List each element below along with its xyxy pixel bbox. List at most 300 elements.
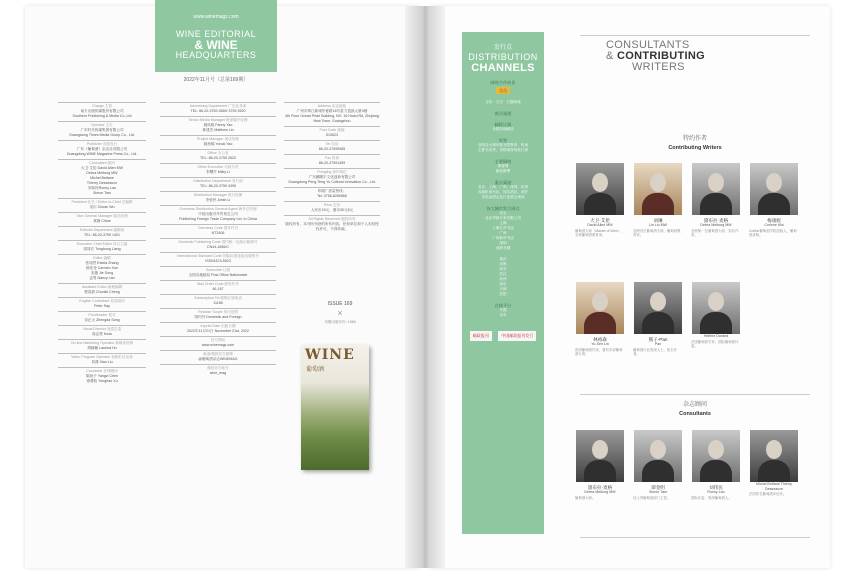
masthead-label: Fax 传真	[324, 156, 340, 160]
masthead-value: CN44-1656/C	[207, 245, 229, 249]
masthead-label: Vice General Manager 副总经理	[76, 214, 128, 218]
masthead-value: www.winemagz.com	[201, 343, 235, 347]
masthead-value: TEL: 86-20-3759 1401	[84, 233, 120, 237]
masthead-section	[160, 294, 276, 306]
portrait-head	[766, 173, 782, 192]
distribution-item-line: 天猫	[499, 308, 507, 312]
masthead-section	[58, 159, 146, 196]
contributing-writers-en: Contributing Writers	[668, 145, 722, 151]
portrait-photo	[692, 163, 740, 215]
section-rule	[580, 394, 810, 395]
distribution-item-head: 网络合作伙伴	[490, 80, 516, 85]
masthead-label: Senior Media Manager 资深媒介经理	[188, 118, 248, 122]
masthead-section	[160, 205, 276, 222]
masthead-value: 86-20-37591459	[318, 161, 346, 165]
person-card	[691, 163, 741, 238]
distribution-item-head: 重点渠道	[494, 180, 512, 185]
masthead-value: 李爱民 Aimin Li	[205, 198, 231, 202]
masthead-value: 广州市珠江新城华夏路16号富力盈凯大厦4楼	[296, 109, 368, 113]
distribution-item	[462, 138, 544, 153]
masthead-section	[58, 140, 146, 157]
person-description: 葡萄酒行业资深人士，知名作者。	[633, 347, 678, 357]
person-name-en: Simon Tam	[649, 490, 667, 494]
person-description: Colline葡萄酒学院创始人，葡萄酒讲师。	[749, 228, 797, 238]
portrait-body	[584, 460, 616, 482]
person-name-en: David Allen MW	[587, 223, 613, 227]
postal-distribution-logo: 中国邮政报刊发行	[498, 331, 536, 341]
masthead-section	[58, 339, 146, 351]
person-name-en: Debra Meiburg MW	[700, 223, 732, 227]
masthead-value: 广东《葡萄酒》杂志社有限公司	[76, 147, 128, 151]
portrait-body	[584, 193, 616, 215]
masthead-value: 程春晨 Chunlei Cheng	[84, 290, 120, 294]
consultants-cn: 杂志顾问	[682, 402, 707, 408]
person-name-cn: 黛布拉·麦格	[587, 485, 613, 490]
masthead-value: 姚鱼稀 Yonok Yao	[203, 142, 233, 146]
masthead-section	[58, 311, 146, 323]
masthead-section	[284, 102, 380, 124]
masthead-value: 宋正太 Zhengda Song	[84, 318, 120, 322]
person-name-cn: 刘琳	[653, 218, 663, 223]
distribution-item-line: 深圳书城	[495, 246, 511, 250]
header-title-line1: WINE EDITORIAL	[175, 29, 257, 39]
portrait-head	[592, 292, 608, 311]
distribution-item-line: 天津	[499, 287, 507, 291]
portrait-photo	[692, 430, 740, 482]
masthead-value: NT2406	[211, 231, 225, 235]
masthead-section	[160, 266, 276, 278]
masthead-value: 中国出版对外贸易总公司	[198, 212, 238, 216]
distribution-list	[462, 80, 544, 318]
masthead-label: Pringting 承印单位	[317, 170, 347, 174]
consultants-en: Consultants	[679, 411, 711, 417]
masthead-section	[284, 126, 380, 138]
masthead-label: Office 办公室	[207, 151, 229, 155]
masthead-label: Imprint Date 出版日期	[200, 324, 236, 328]
magazine-title: WINE	[305, 347, 355, 363]
masthead-value: 版权所有，本刊所刊登的所有内容，任何单位和个人未经授权许可，不得转载。	[285, 222, 379, 231]
masthead-label: Subscription Tel 邮购订阅电话	[194, 296, 242, 300]
distribution-item-line: 北京	[499, 211, 507, 215]
masthead-value: 薛佳莹 Carmen Xue	[86, 266, 118, 270]
masthead-section	[160, 322, 276, 334]
distribution-item	[462, 206, 544, 251]
portrait-head	[650, 292, 666, 311]
masthead-value: 林建杰 Matthew Lin	[202, 128, 234, 132]
masthead-value: 周志贤 Kook	[92, 332, 112, 336]
masthead-label: Overseas Code 国外代号	[197, 226, 239, 230]
distribution-item-line: 沈阳	[499, 292, 507, 296]
masthead-label: English Consultant 英语顾问	[79, 299, 125, 303]
distribution-item-line: 深圳	[499, 241, 507, 245]
masthead-section	[160, 336, 276, 348]
distribution-item-line: 上海九华书店	[492, 226, 514, 230]
distribution-item-line: 西安	[499, 267, 507, 271]
masthead-value: 刘伟民Ronny Lau	[87, 186, 117, 190]
masthead-section	[160, 308, 276, 320]
masthead-value: Peter Say	[94, 304, 110, 308]
portrait-body	[700, 312, 732, 334]
masthead-value: 陈扬子 Yangzi Chen	[85, 374, 119, 378]
distribution-item	[462, 180, 544, 200]
magazine-subtitle: 葡萄酒	[306, 367, 325, 373]
person-name-en: Michel Bettane Thierry Desseauve	[756, 482, 792, 491]
header-line2: CONTRIBUTING	[617, 50, 705, 62]
masthead-section	[160, 224, 276, 236]
masthead-label: President 社长 / Editor-in-Chief 总编辑	[71, 200, 133, 204]
masthead-value: 大卫·艾伦 David Allen MW	[81, 166, 123, 170]
portrait-head	[708, 440, 724, 459]
portrait-body	[642, 312, 674, 334]
masthead-value: Simon Tam	[93, 191, 111, 195]
masthead-value: 86-20-37595085	[318, 147, 346, 151]
masthead-value: wine_mag	[209, 371, 227, 375]
masthead-label: Editor 编辑	[93, 256, 111, 260]
masthead-section	[284, 154, 380, 166]
close-mark-icon: ×	[337, 308, 343, 318]
masthead-section	[58, 226, 146, 238]
masthead-section	[160, 177, 276, 189]
distribution-item-head: 在线平台	[494, 303, 512, 308]
portrait-photo	[634, 282, 682, 334]
masthead-value: 宋婕 Jie Song	[90, 271, 114, 275]
masthead-section	[160, 252, 276, 264]
person-card	[749, 163, 799, 238]
masthead-section	[58, 121, 146, 138]
masthead-section	[160, 135, 276, 147]
masthead-column-2	[160, 100, 276, 376]
person-name-en: Hélène Durand	[703, 334, 729, 338]
portrait-body	[758, 460, 790, 482]
header-line3: WRITERS	[632, 61, 685, 73]
header-title-line2: & WINE	[194, 38, 238, 52]
masthead-section	[58, 102, 146, 119]
masthead-value: 国内外 Domestic and Foreign	[194, 315, 242, 319]
masthead-label: Project Manager 项目经理	[197, 137, 239, 141]
masthead-section	[284, 201, 380, 213]
bottom-rule	[580, 537, 810, 538]
dangdang-logo: 当当	[496, 87, 510, 94]
distribution-item-line: 京东 · 当当 · 天猫商城	[485, 100, 521, 104]
masthead-value: 印刷厂质量热线：	[317, 189, 347, 193]
person-description: 佳士得葡萄酒部门主管。	[633, 495, 671, 500]
issue-number: ISSUE 169	[327, 301, 353, 307]
person-description: 亚洲首位葡萄酒大师，葡萄酒教育家。	[633, 228, 681, 238]
masthead-section	[58, 212, 146, 224]
distribution-item-line: 京东	[499, 313, 507, 317]
portrait-body	[700, 193, 732, 215]
distribution-item-line: 重庆	[499, 257, 507, 261]
masthead-value: 刘潇 Xiao Liu	[91, 360, 113, 364]
masthead-section	[160, 364, 276, 376]
distribution-item-line: 新浪微博	[495, 169, 511, 173]
distribution-item	[462, 303, 544, 318]
masthead-value: 46-167	[212, 287, 224, 291]
masthead-value: 广东鹏腾宇文化创新有限公司	[308, 175, 356, 179]
masthead-label: Release Scope 发行范围	[198, 310, 238, 314]
masthead-label: Charge 主管	[92, 104, 112, 108]
masthead-label: Address 杂志地址	[317, 104, 347, 108]
person-name-cn: 刘伟民	[709, 485, 723, 490]
masthead-label: Mail Order Code 邮发代号	[197, 282, 239, 286]
person-name-en: Lin Liu MW	[649, 223, 667, 227]
distribution-item-line: 各地机场书店、知名酒店、酒庄	[477, 190, 529, 194]
masthead-label: Post Code 邮编	[319, 128, 345, 132]
person-name-en: Pan	[654, 342, 662, 346]
person-card	[633, 163, 683, 238]
portrait-photo	[576, 430, 624, 482]
masthead-label: On-line Marketing Operator 新媒体营销	[70, 341, 134, 345]
masthead-value: 11185	[213, 301, 223, 305]
person-description: 亚洲第一位葡萄酒大师，知名作家。	[691, 228, 739, 238]
masthead-value: Guangdong Peng Teng Yu Cultural Innovation Co., Ltd.	[288, 180, 376, 184]
masthead-label: Visual Director 视觉总监	[82, 327, 122, 331]
portrait-photo	[634, 430, 682, 482]
distribution-title-line2: CHANNELS	[471, 62, 535, 74]
masthead-label: Subscribe 订阅	[205, 268, 231, 272]
masthead-label: Consultant 顾问	[89, 161, 115, 165]
masthead-section	[58, 240, 146, 252]
person-card	[633, 430, 683, 500]
header-amp: &	[606, 50, 617, 62]
distribution-item-line: 北京华润万家有限公司	[485, 216, 521, 220]
portrait-head	[708, 173, 724, 192]
person-card	[691, 282, 741, 349]
distribution-item-line: 博客网	[497, 164, 509, 168]
person-name-cn: 黛布拉·麦格	[703, 218, 729, 223]
person-name-cn: 熊子-Pan	[648, 337, 668, 342]
masthead-label: Domestic Publishing Code 国内统一连续出版物号	[178, 240, 258, 244]
person-card	[575, 282, 625, 357]
masthead-label: Price 定价	[323, 203, 341, 207]
masthead-value: @葡萄酒杂志WINEMAG	[198, 357, 238, 361]
website-url: www.winemagz.com	[193, 14, 239, 20]
distribution-item-line: 成都	[499, 262, 507, 266]
masthead-label: Distribution Department 发行部	[193, 179, 243, 183]
masthead-section	[160, 238, 276, 250]
portrait-photo	[634, 163, 682, 215]
masthead-section	[160, 163, 276, 175]
distribution-item-line: 各类品酒会及行业展会现场	[481, 195, 525, 199]
page-gutter	[405, 6, 445, 568]
portrait-body	[642, 460, 674, 482]
distribution-item	[462, 111, 544, 116]
issue-line: 2022年11月号（总第169期）	[183, 77, 249, 83]
person-name-cn: 林裕森	[593, 337, 607, 342]
person-description: 葡萄酒大师。	[575, 495, 596, 500]
contributing-writers-cn: 特约作者	[682, 136, 707, 142]
person-card	[575, 430, 625, 500]
masthead-value: Publishing Foreign Trade Company Ltd. In China	[179, 217, 257, 221]
portrait-body	[758, 193, 790, 215]
masthead-value: TEL: 86-20-3759 4395	[200, 184, 236, 188]
person-name-cn: 大卫·艾伦	[590, 218, 610, 223]
masthead-value: TEL: 86-20-3759 2620	[200, 156, 236, 160]
distribution-item-line: 杭州	[499, 277, 507, 281]
masthead-label: Tel 电话	[325, 142, 339, 146]
distribution-item	[462, 122, 544, 132]
masthead-value: Guangdong WINE Magazine Press Co., Ltd.	[66, 152, 138, 156]
masthead-column-1	[58, 100, 146, 384]
header-rule	[580, 35, 810, 36]
masthead-value: 孟男 Nancy Lan	[89, 276, 115, 280]
masthead-value: 2022年11月21日 November 21st, 2022	[187, 329, 249, 333]
portrait-head	[592, 173, 608, 192]
masthead-section	[160, 149, 276, 161]
distribution-channels	[462, 32, 544, 534]
portrait-photo	[692, 282, 740, 334]
consultants-header	[606, 40, 756, 73]
masthead-section	[284, 215, 380, 232]
masthead-label: 微信官方帐号	[207, 366, 229, 370]
person-card	[633, 282, 683, 357]
masthead-label: 新浪/搜狐官方微博	[203, 352, 233, 356]
masthead-value: 4th Floor Ocean Pearl Building, NO. 16 Huaxi Rd, Zhujiang New Town, Guangzhou	[285, 114, 379, 123]
masthead-section	[160, 280, 276, 292]
masthead-label: Sponsor 主办	[91, 123, 113, 127]
masthead-label: Proofreader 校对	[88, 313, 116, 317]
masthead-value: TEL: 86-20-3759 2669/ 3759 2620	[190, 109, 246, 113]
masthead-value: 人民币15元，港币30元5元	[310, 208, 354, 212]
masthead-label: Executive Chief Editor 执行主编	[76, 242, 128, 246]
headquarters-header	[155, 0, 277, 72]
masthead-value: 胡楠楠 Laurina Hu	[87, 346, 117, 350]
masthead-label: Advertising Department 广告业务部	[189, 104, 247, 108]
portrait-body	[700, 460, 732, 482]
masthead-value: 李樱芹 Miley Li	[206, 170, 230, 174]
person-description: 国际评委，资深葡萄酒人。	[691, 495, 732, 500]
masthead-label: 官方网站	[210, 338, 226, 342]
distribution-item-line: 全国各大城市报刊零售亭、机场	[477, 143, 529, 147]
distribution-item	[462, 80, 544, 94]
portrait-head	[766, 440, 782, 459]
portrait-head	[650, 440, 666, 459]
masthead-section	[160, 102, 276, 114]
masthead-value: 梁同宏 Tonghong Liang	[83, 247, 121, 251]
masthead-value: Michel Bettane	[90, 176, 114, 180]
masthead-value: 全国各地邮局 Post Office Nationwide	[188, 273, 248, 277]
distribution-title-line1: DISTRIBUTION	[468, 52, 538, 62]
masthead-label: Office Executive 行政专员	[197, 165, 239, 169]
masthead-section	[160, 350, 276, 362]
masthead-value: 510623	[326, 133, 338, 137]
masthead-section	[58, 297, 146, 309]
portrait-photo	[750, 163, 798, 215]
person-name-en: Debra Meiburg MW	[584, 490, 616, 494]
masthead-value: Tel: 0756-8280866	[317, 194, 347, 198]
masthead-section	[284, 168, 380, 185]
portrait-photo	[576, 282, 624, 334]
portrait-body	[642, 193, 674, 215]
masthead-value: Debra Meiburg MW	[86, 171, 118, 175]
masthead-label: Counselor 法律顾问	[86, 369, 118, 373]
masthead-value: 张翊然 Estela Zhang	[85, 261, 119, 265]
person-card	[575, 163, 625, 238]
masthead-value: 吴川 Chuan Wu	[89, 205, 115, 209]
distribution-item	[462, 159, 544, 174]
distribution-item-line: 广州新华书店	[492, 236, 514, 240]
masthead-label: Overseas Distribution General Agent 海外总代理	[179, 207, 257, 211]
distribution-item	[462, 257, 544, 297]
masthead-value: Guangdong Times Media Group Co., Ltd.	[69, 133, 135, 137]
masthead-section	[160, 191, 276, 203]
masthead-section	[58, 367, 146, 384]
masthead-value: 姚凤桃 Fanny Yao	[203, 123, 233, 127]
person-name-en: Ronny Lau	[707, 490, 725, 494]
masthead-section	[58, 254, 146, 281]
portrait-photo	[750, 430, 798, 482]
person-description: 法国葡萄酒专家，国际葡萄酒评委。	[691, 339, 739, 349]
masthead-value: Southern Publishing & Media Co.,Ltd	[72, 114, 132, 118]
masthead-value: 黄静 Chloe	[93, 219, 111, 223]
masthead-section	[284, 187, 380, 199]
distribution-item-line: 全国各地邮局	[492, 127, 514, 131]
distribution-item-head: 零售	[498, 138, 508, 143]
masthead-column-3	[284, 100, 380, 232]
person-description: 资深葡萄酒作家，著有多部葡萄酒专著。	[575, 347, 623, 357]
issue-date: 刊期出版年份: 1984	[324, 320, 356, 324]
distribution-item-head: 各大城市发行网点	[486, 206, 520, 211]
person-name-en: Corinne Mui	[764, 223, 784, 227]
distribution-item	[462, 100, 544, 105]
masthead-section	[160, 116, 276, 133]
masthead-section	[284, 140, 380, 152]
person-card	[749, 430, 799, 497]
distribution-item-line: 广州	[499, 231, 507, 235]
masthead-section	[58, 198, 146, 210]
distribution-item-head: 购买渠道	[494, 111, 512, 116]
distribution-item-line: 主要书店等，详情请咨询发行部	[477, 148, 529, 152]
masthead-label: Distribution Manager 发行经理	[193, 193, 243, 197]
person-name-cn: 梅康妮	[767, 218, 781, 223]
distribution-title-cn: 发行点	[493, 45, 512, 51]
person-name-cn: 谭金明	[651, 485, 665, 490]
person-card	[691, 430, 741, 500]
distribution-item-line: 武汉	[499, 272, 507, 276]
masthead-section	[58, 325, 146, 337]
masthead-label: Publisher 出版发行	[86, 142, 118, 146]
masthead-value: 南方出版传媒股份有限公司	[80, 109, 124, 113]
distribution-item-line: 上海	[499, 221, 507, 225]
person-description: 葡萄酒大师（Master of Wine），全球葡萄酒教育家。	[575, 228, 625, 238]
portrait-body	[584, 312, 616, 334]
distribution-item-head: 主要网络	[494, 159, 512, 164]
masthead-value: 徐勇航 Yonghao Xu	[86, 379, 118, 383]
masthead-label: All Rights Reserved 版权所有	[308, 217, 356, 221]
postal-logo: 邮政报刊	[470, 331, 492, 341]
masthead-value: ISSN1674-5523	[205, 259, 231, 263]
masthead-section	[58, 353, 146, 365]
masthead-label: Editorial Department 编辑部	[79, 228, 125, 232]
distribution-item-line: 北京、上海、广州、深圳、杭州	[477, 185, 529, 189]
masthead-label: International Standard Code 国际标准连续出版物号	[177, 254, 259, 258]
distribution-item-head: 邮政订阅	[494, 122, 512, 127]
person-name-en: Yu-Sen Lin	[591, 342, 609, 346]
masthead-label: Assistant Editor 助理编辑	[81, 285, 123, 289]
header-line1: CONSULTANTS	[606, 39, 690, 51]
portrait-head	[650, 173, 666, 192]
masthead-section	[58, 283, 146, 295]
magazine-cover	[301, 345, 369, 470]
masthead-label: Video Program Operator 视频栏目运营	[71, 355, 133, 359]
portrait-head	[592, 440, 608, 459]
masthead-value: Thierry Desseauve	[86, 181, 118, 185]
portrait-head	[708, 292, 724, 311]
masthead-value: 广东时代传媒集团有限公司	[80, 128, 124, 132]
distribution-item-line: 南京	[499, 282, 507, 286]
header-title-line3: HEADQUARTERS	[175, 50, 257, 60]
portrait-photo	[576, 163, 624, 215]
